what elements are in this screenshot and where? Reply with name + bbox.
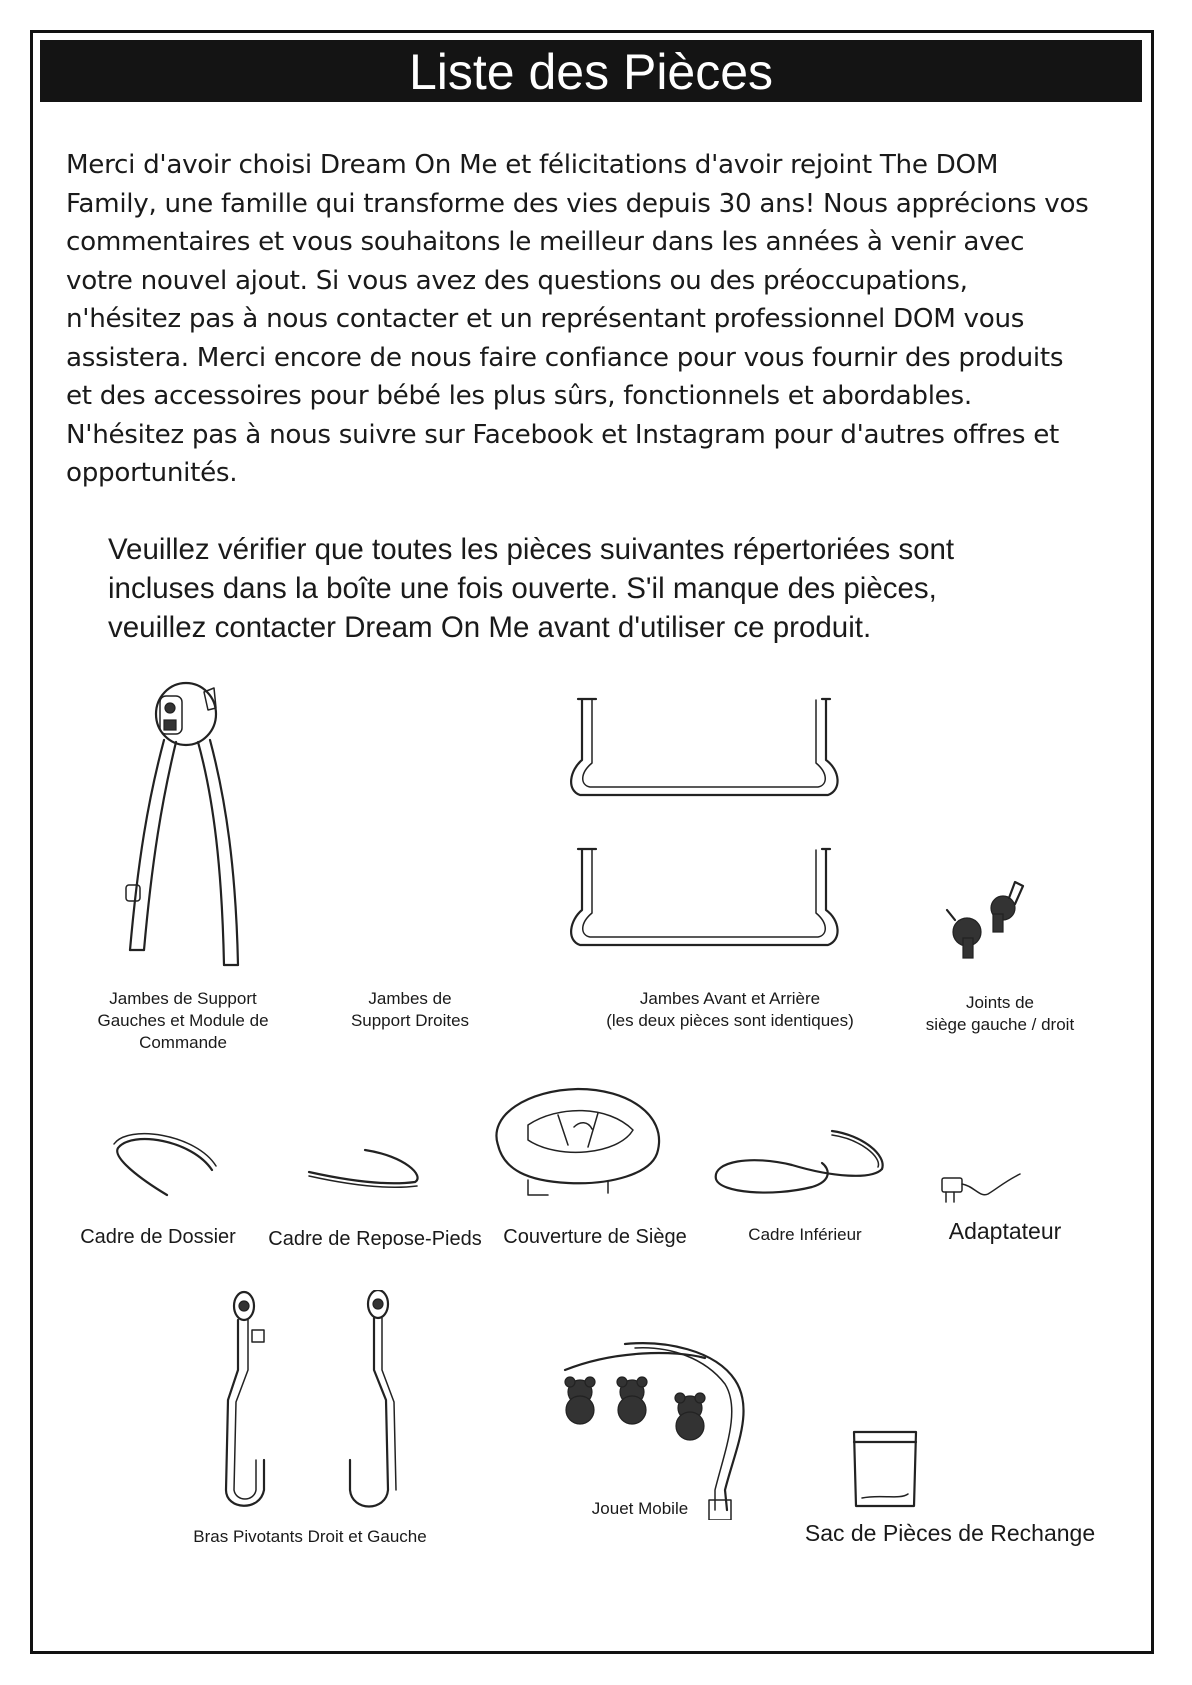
footrest-frame-illustration [305, 1146, 425, 1196]
swing-arms-label: Bras Pivotants Droit et Gauche [193, 1527, 427, 1546]
spare-parts-bag-illustration [850, 1428, 930, 1513]
label-line: Jambes de [368, 989, 452, 1008]
lower-frame-illustration [712, 1125, 892, 1200]
label-line: Gauches et Module de [97, 1011, 269, 1030]
bear-icon [617, 1377, 647, 1424]
label-line: siège gauche / droit [925, 1015, 1075, 1034]
right-legs-label [320, 988, 500, 1032]
intro-line: et des accessoires pour bébé les plus sûrs, fonctionnels et abordables. [66, 381, 972, 411]
footrest-frame-label: Cadre de Repose-Pieds [268, 1228, 482, 1250]
front-back-legs-illustration [560, 695, 870, 970]
seat-cover-label: Couverture de Siège [503, 1226, 687, 1248]
mobile-toy-label: Jouet Mobile [591, 1499, 689, 1518]
adapter-illustration [940, 1168, 1030, 1213]
intro-line: commentaires et vous souhaitons le meilleur dans les années à venir avec [66, 227, 1025, 257]
intro-line: Merci d'avoir choisi Dream On Me et félicitations d'avoir rejoint The DOM [66, 150, 999, 180]
intro-paragraph [66, 146, 1146, 493]
intro-line: votre nouvel ajout. Si vous avez des questions ou des préoccupations, [66, 265, 968, 296]
label-line: Joints de [965, 993, 1035, 1012]
check-line: Veuillez vérifier que toutes les pièces suivantes répertoriées sont [108, 533, 955, 566]
intro-line: Family, une famille qui transforme des vies depuis 30 ans! Nous apprécions vos [66, 188, 1089, 219]
label-line: Commande [139, 1033, 227, 1052]
backrest-frame-illustration [112, 1130, 232, 1200]
label-line: Support Droites [350, 1011, 470, 1030]
front-back-legs-label [580, 988, 880, 1032]
intro-line: N'hésitez pas à nous suivre sur Facebook et Instagram pour d'autres offres et [66, 419, 1060, 450]
mobile-toy-illustration [555, 1340, 775, 1520]
left-legs-control-module-illustration [118, 680, 268, 980]
intro-line: assistera. Merci encore de nous faire confiance pour vous fournir des produits [66, 342, 1064, 373]
page-title: Liste des Pièces [40, 40, 1142, 102]
check-instructions [108, 530, 1108, 647]
bear-icon [565, 1377, 595, 1424]
left-legs-label [78, 988, 288, 1054]
label-line: Jambes de Support [109, 989, 257, 1008]
swing-arms-illustration [220, 1290, 420, 1515]
seat-cover-illustration [488, 1085, 668, 1205]
intro-line: n'hésitez pas à nous contacter et un représentant professionnel DOM vous [66, 304, 1025, 334]
check-line: incluses dans la boîte une fois ouverte. S'il manque des pièces, [108, 572, 937, 605]
seat-joints-illustration [945, 880, 1035, 965]
seat-joints-label [905, 992, 1095, 1036]
spare-parts-bag-label: Sac de Pièces de Rechange [804, 1520, 1096, 1546]
bear-icon [675, 1393, 705, 1440]
check-line: veuillez contacter Dream On Me avant d'utiliser ce produit. [108, 611, 872, 644]
backrest-frame-label: Cadre de Dossier [80, 1226, 236, 1248]
label-line: (les deux pièces sont identiques) [606, 1011, 854, 1030]
intro-line: opportunités. [66, 458, 238, 488]
label-line: Jambes Avant et Arrière [639, 989, 821, 1008]
adapter-label: Adaptateur [948, 1218, 1062, 1244]
lower-frame-label: Cadre Inférieur [748, 1225, 862, 1244]
